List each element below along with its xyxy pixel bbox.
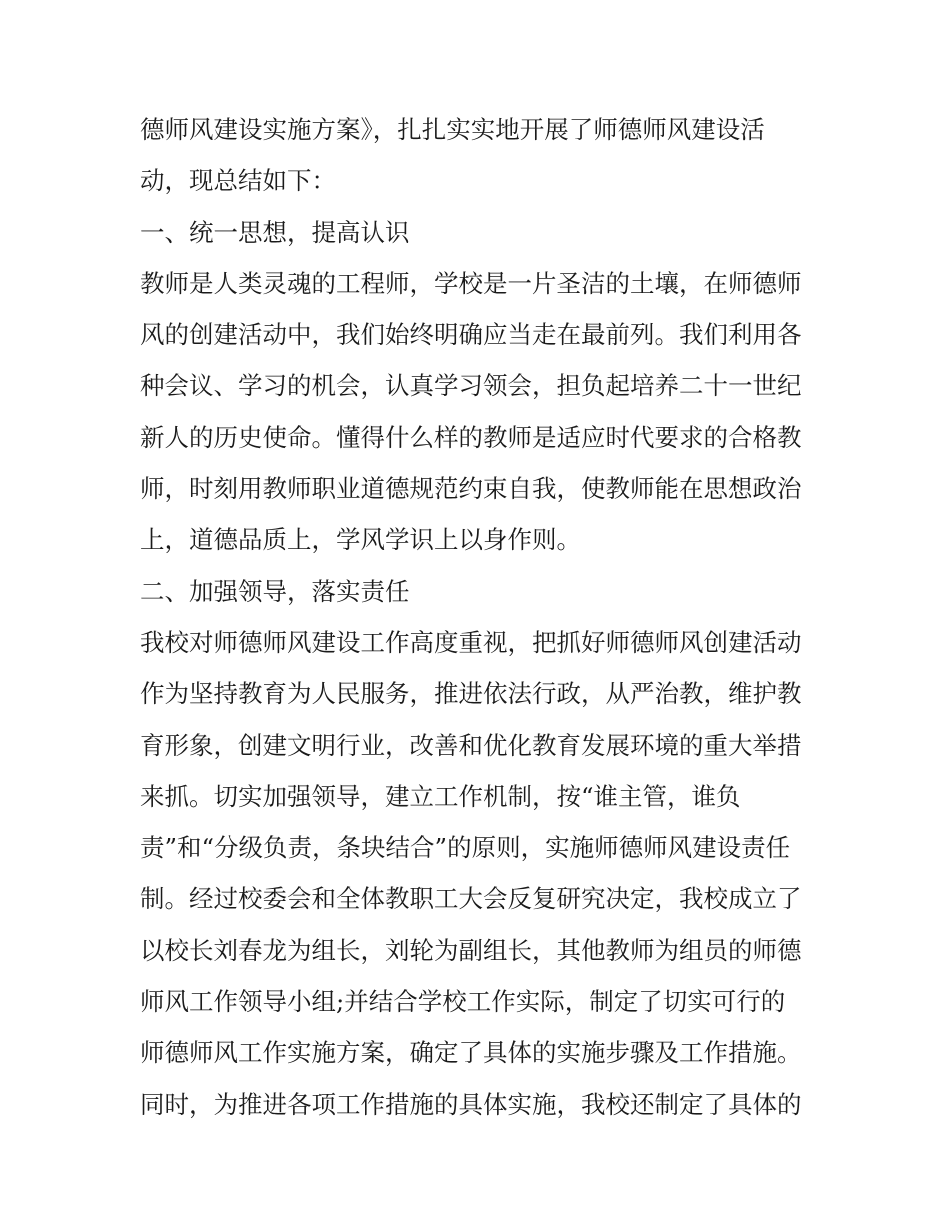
text-line: 作为坚持教育为人民服务，推进依法行政，从严治教，维护教 [140, 679, 802, 709]
document-body [140, 104, 830, 1130]
section-heading: 二、加强领导，落实责任 [140, 576, 410, 606]
text-line: 师风工作领导小组;并结合学校工作实际，制定了切实可行的 [140, 987, 786, 1017]
text-line: 动，现总结如下： [140, 166, 336, 196]
text-line: 师德师风工作实施方案，确定了具体的实施步骤及工作措施。 [140, 1038, 802, 1068]
text-line: 制。经过校委会和全体教职工大会反复研究决定，我校成立了 [140, 884, 802, 914]
text-line: 德师风建设实施方案》，扎扎实实地开展了师德师风建设活 [140, 115, 765, 144]
text-line: 风的创建活动中，我们始终明确应当走在最前列。我们利用各 [140, 320, 802, 350]
text-line: 以校长刘春龙为组长，刘轮为副组长，其他教师为组员的师德 [140, 935, 802, 965]
text-line: 师，时刻用教师职业道德规范约束自我，使教师能在思想政治 [140, 474, 802, 504]
text-line: 上，道德品质上，学风学识上以身作则。 [140, 525, 581, 555]
text-line: 教师是人类灵魂的工程师，学校是一片圣洁的土壤，在师德师 [140, 268, 802, 298]
text-line: 来抓。切实加强领导，建立工作机制，按“谁主管，谁负 [140, 781, 741, 811]
text-line: 新人的历史使命。懂得什么样的教师是适应时代要求的合格教 [140, 422, 802, 452]
section-heading: 一、统一思想，提高认识 [140, 217, 410, 247]
text-line: 我校对师德师风建设工作高度重视，把抓好师德师风创建活动 [140, 627, 802, 657]
text-line: 责”和“分级负责，条块结合”的原则，实施师德师风建设责任 [140, 833, 791, 863]
text-line: 同时，为推进各项工作措施的具体实施，我校还制定了具体的 [140, 1089, 802, 1119]
text-line: 种会议、学习的机会，认真学习领会，担负起培养二十一世纪 [140, 371, 802, 401]
text-line: 育形象，创建文明行业，改善和优化教育发展环境的重大举措 [140, 730, 802, 760]
